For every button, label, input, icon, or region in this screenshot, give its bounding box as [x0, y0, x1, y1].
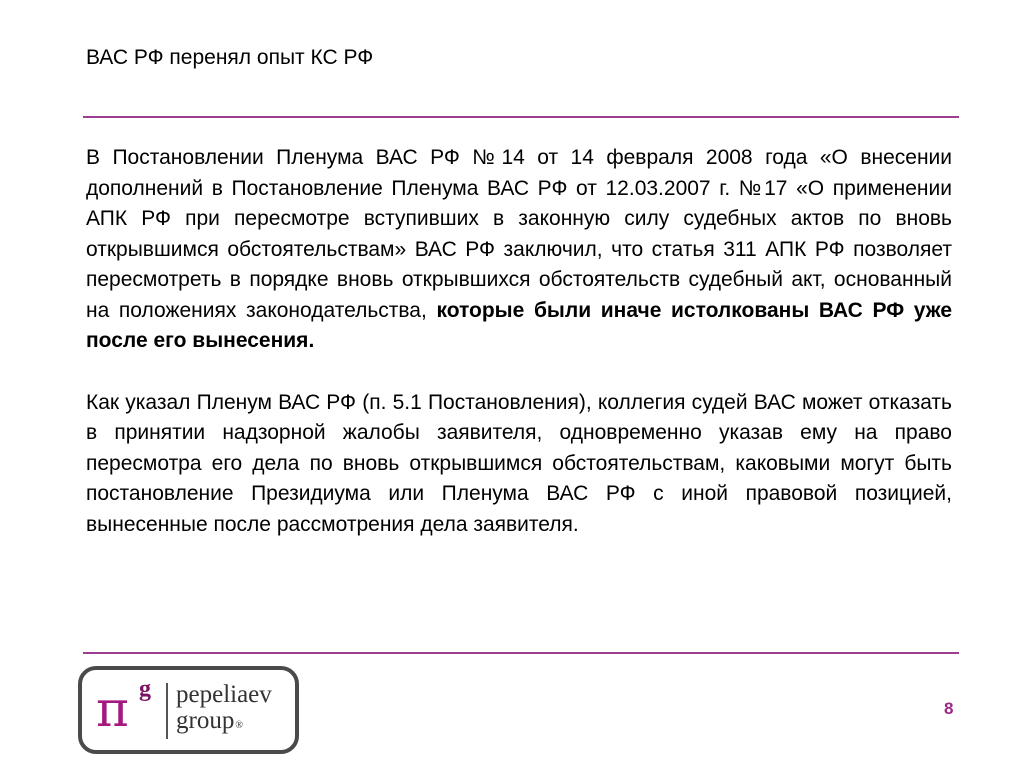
bottom-divider: [83, 652, 959, 654]
logo-divider: [166, 683, 168, 739]
pepeliaev-group-logo: [78, 666, 299, 754]
paragraph-resolution-text: В Постановлении Пленума ВАС РФ №14 от 14 февраля 2008 года «О внесении дополнений в Постановление Пленума ВАС РФ от 12.03.2007 г. №17 «О применении АПК РФ при пересмотре вступивших в законную силу судебных актов по вновь открывшимся обстоятельствам» ВАС РФ заключил, что статья 311 АПК РФ позволяет пересмотреть в порядке вновь открывшихся обстоятельств судебный акт, основанный на положениях законодательства,: [86, 146, 952, 322]
logo-word-group-text: group: [176, 707, 235, 734]
paragraph-plenum: Как указал Пленум ВАС РФ (п. 5.1 Постановления), коллегия судей ВАС может отказать в принятии надзорной жалобы заявителя, одновременно указав ему на право пересмотра его дела по вновь открывшимся обстоятельствам, каковыми могут быть постановление Президиума или Пленума ВАС РФ с иной правовой позицией, вынесенные после рассмотрения дела заявителя.: [86, 390, 952, 536]
logo-registered-mark: ®: [235, 720, 243, 731]
paragraph-resolution: [86, 143, 952, 357]
slide-title: ВАС РФ перенял опыт КС РФ: [86, 46, 374, 69]
logo-pi-symbol: π: [96, 680, 129, 738]
top-divider: [83, 116, 959, 118]
logo-g-superscript: g: [139, 676, 151, 702]
page-number: 8: [944, 699, 954, 718]
slide-body: [86, 143, 952, 540]
logo-word-group: [176, 708, 243, 739]
logo-word-pepeliaev: pepeliaev: [176, 681, 272, 708]
paragraph-resolution-emphasis: которые были иначе истолкованы ВАС РФ уже после его вынесения.: [86, 298, 952, 352]
